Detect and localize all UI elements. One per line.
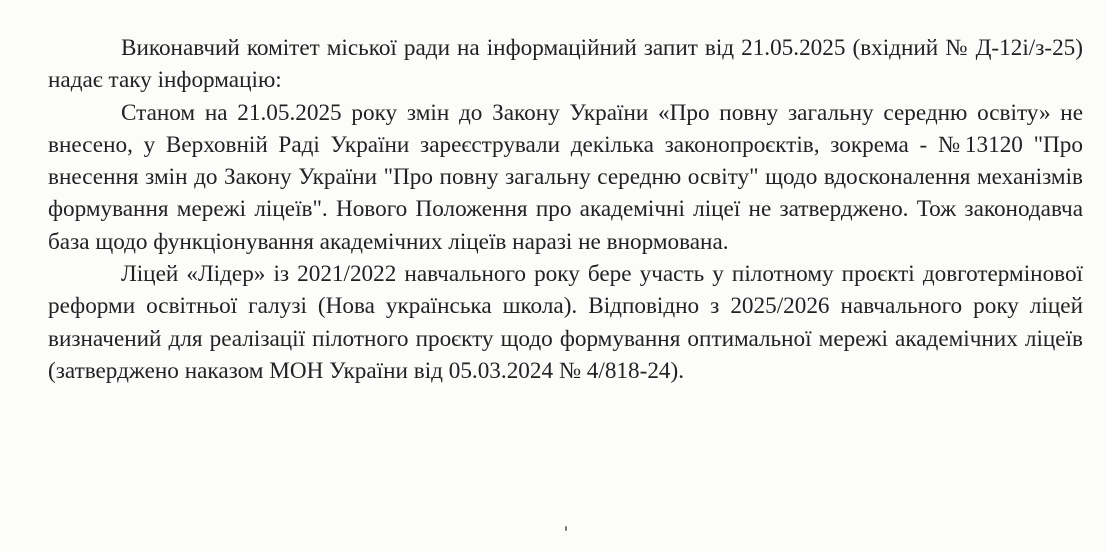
document-body bbox=[48, 32, 1083, 387]
paragraph-request-intro: Виконавчий комітет міської ради на інформаційний запит від 21.05.2025 (вхідний № Д-12і/з-25) надає таку інформацію: bbox=[48, 35, 1083, 94]
paragraph-law-status: Станом на 21.05.2025 року змін до Закону України «Про повну загальну середню освіту» не внесено, у Верховній Раді України зареєстрували декілька законопроєктів, зокрема - №13120 "Про внесення змін до Закону України "Про повну загальну середню освіту" щодо вдосконалення механізмів формування мережі ліцеїв". Нового Положення про академічні ліцеї не затверджено. Тож законодавча база щодо функціонування академічних ліцеїв наразі не внормована. bbox=[48, 99, 1083, 255]
scan-speck bbox=[565, 526, 567, 531]
paragraph-lyceum-pilot: Ліцей «Лідер» із 2021/2022 навчального року бере участь у пілотному проєкті довготермінової реформи освітньої галузі (Нова українська школа). Відповідно з 2025/2026 навчального року ліцей визначений для реалізації пілотного проєкту щодо формування оптимальної мережі академічних ліцеїв (затверджено наказом МОН України від 05.03.2024 № 4/818-24). bbox=[48, 261, 1083, 384]
